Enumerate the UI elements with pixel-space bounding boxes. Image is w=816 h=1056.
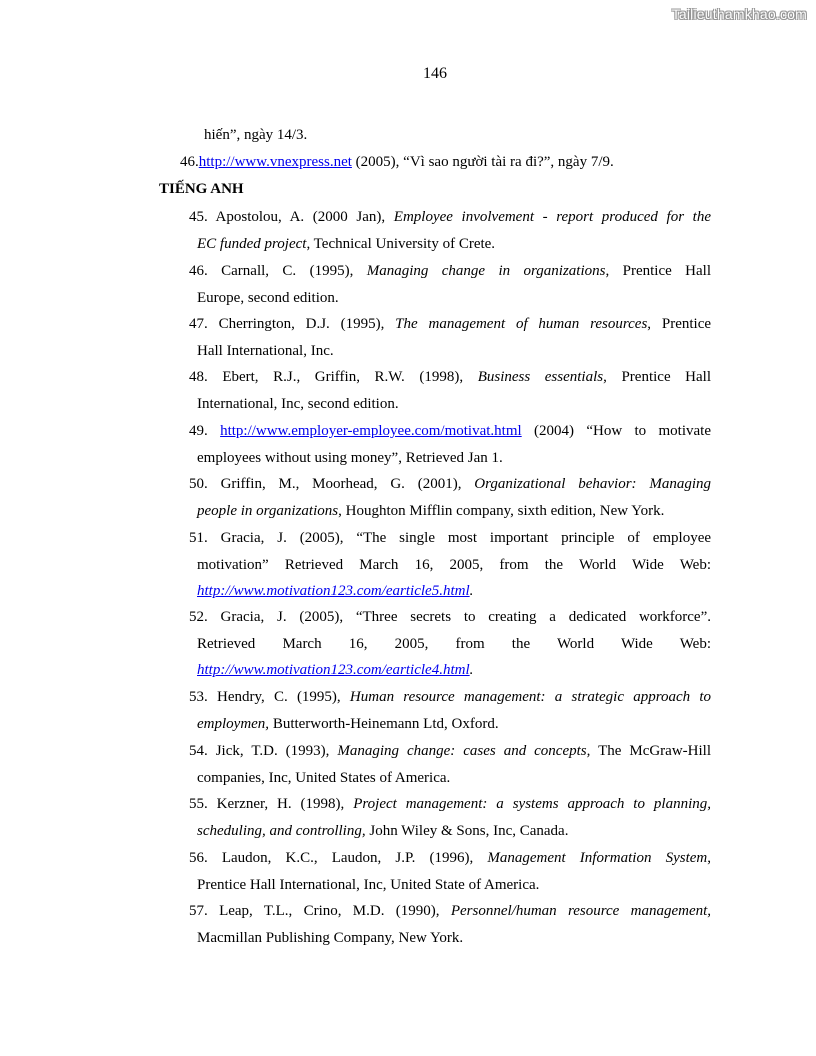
ref-title: Project management: a systems approach to planning,: [353, 796, 711, 812]
ref-title: EC funded project: [197, 235, 307, 252]
reference-57: [189, 898, 711, 951]
ref-comma: ,: [707, 850, 711, 866]
ref-retrieved: motivation” Retrieved March 16, 2005, from the World Wide Web:: [197, 556, 711, 573]
ref-title: The management of human resources: [395, 316, 648, 332]
ref-publisher: companies, Inc, United States of America.: [197, 769, 451, 786]
ref-title: Managing change: cases and concepts,: [337, 743, 591, 759]
page-number: 146: [423, 65, 447, 82]
reference-52: [189, 604, 711, 684]
reference-48: [189, 364, 711, 417]
reference-47: [189, 311, 711, 364]
ref-number: 45.: [189, 209, 208, 225]
reference-55: [189, 791, 711, 844]
ref-title: employees without using money”, Retrieved Jan 1.: [197, 449, 503, 466]
ref-author: Laudon, K.C., Laudon, J.P. (1996),: [221, 850, 488, 866]
ref-publisher: Europe, second edition.: [197, 289, 339, 306]
vnexpress-link[interactable]: http://www.vnexpress.net: [198, 154, 352, 170]
prev-continuation-line: hiến”, ngày 14/3.: [204, 127, 308, 143]
ref-number: 46.: [189, 263, 208, 279]
ref-title: Managing change in organizations: [366, 263, 606, 279]
ref-title: Business essentials: [477, 369, 604, 385]
section-heading-english: TIẾNG ANH: [159, 181, 244, 197]
prev-item-46: [180, 153, 614, 171]
ref-period: .: [469, 583, 474, 600]
ref-publisher: , Prentice Hall: [603, 369, 711, 385]
ref-number: 48.: [189, 369, 208, 385]
ref-number: 55.: [189, 796, 208, 812]
ref-author: Cherrington, D.J. (1995),: [218, 316, 396, 332]
reference-50: [189, 471, 711, 524]
ref-author: Griffin, M., Moorhead, G. (2001),: [220, 476, 475, 492]
ref-period: .: [469, 662, 474, 679]
ref-author: Carnall, C. (1995),: [221, 263, 367, 279]
ref-author: Hendry, C. (1995),: [216, 689, 350, 705]
ref-publisher: Hall International, Inc.: [197, 342, 334, 359]
ref-author: Apostolou, A. (2000 Jan),: [215, 209, 394, 225]
reference-51: [189, 525, 711, 605]
ref-subtitle: : a strategic approach to: [540, 689, 712, 705]
prev-item-46-text: (2005), “Vì sao người tài ra đi?”, ngày 7/9.: [351, 154, 614, 170]
ref-publisher: International, Inc, second edition.: [197, 395, 399, 412]
ref-title: (2004) “How to motivate: [521, 423, 712, 439]
reference-45: [189, 204, 711, 257]
ref-author: Gracia, J. (2005), “The single most important principle of employee: [220, 530, 712, 546]
ref-title: Organizational behavior: Managing: [474, 476, 711, 492]
employer-employee-link[interactable]: http://www.employer-employee.com/motivat.html: [220, 423, 522, 439]
ref-publisher: Macmillan Publishing Company, New York.: [197, 929, 464, 946]
ref-title: people in organizations: [197, 502, 339, 519]
watermark: Tailieuthamkhao.com: [671, 6, 807, 22]
ref-title: Employee involvement - report produced for the: [393, 209, 711, 225]
reference-56: [189, 845, 711, 898]
ref-number: 54.: [189, 743, 208, 759]
ref-author: Gracia, J. (2005), “Three secrets to creating a dedicated workforce”.: [220, 609, 712, 625]
ref-title: employmen,: [197, 715, 270, 732]
ref-number: 51.: [189, 530, 208, 546]
motivation123-earticle5-link[interactable]: http://www.motivation123.com/earticle5.html: [197, 583, 470, 600]
reference-54: [189, 738, 711, 791]
reference-49: [189, 418, 711, 471]
ref-publisher: Prentice Hall International, Inc, United State of America.: [197, 876, 540, 893]
ref-publisher: John Wiley & Sons, Inc, Canada.: [365, 822, 569, 839]
prev-item-46-number: 46.: [180, 154, 199, 170]
ref-title: Human resource management: [349, 689, 541, 705]
ref-retrieved: Retrieved March 16, 2005, from the World Wide Web:: [197, 635, 711, 652]
ref-author: Jick, T.D. (1993),: [215, 743, 338, 759]
ref-publisher: , Technical University of Crete.: [306, 235, 496, 252]
ref-publisher: Butterworth-Heinemann Ltd, Oxford.: [269, 715, 499, 732]
ref-number: 53.: [189, 689, 208, 705]
ref-author: Kerzner, H. (1998),: [216, 796, 354, 812]
ref-title: Personnel/human resource management,: [450, 903, 712, 919]
ref-number: 50.: [189, 476, 208, 492]
ref-publisher: , Prentice: [647, 316, 712, 332]
ref-number: 47.: [189, 316, 208, 332]
ref-publisher: , Houghton Mifflin company, sixth edition, New York.: [338, 502, 665, 519]
ref-publisher: , Prentice Hall: [605, 263, 711, 279]
ref-title: Management Information System: [487, 850, 708, 866]
ref-author: Ebert, R.J., Griffin, R.W. (1998),: [222, 369, 478, 385]
ref-number: 52.: [189, 609, 208, 625]
ref-number: 57.: [189, 903, 208, 919]
reference-46: [189, 258, 711, 311]
ref-title: scheduling, and controlling,: [197, 822, 366, 839]
ref-author: Leap, T.L., Crino, M.D. (1990),: [219, 903, 451, 919]
ref-number: 49.: [189, 423, 208, 439]
motivation123-earticle4-link[interactable]: http://www.motivation123.com/earticle4.html: [197, 662, 470, 679]
reference-53: [189, 684, 711, 737]
ref-publisher: The McGraw-Hill: [590, 743, 711, 759]
ref-number: 56.: [189, 850, 208, 866]
